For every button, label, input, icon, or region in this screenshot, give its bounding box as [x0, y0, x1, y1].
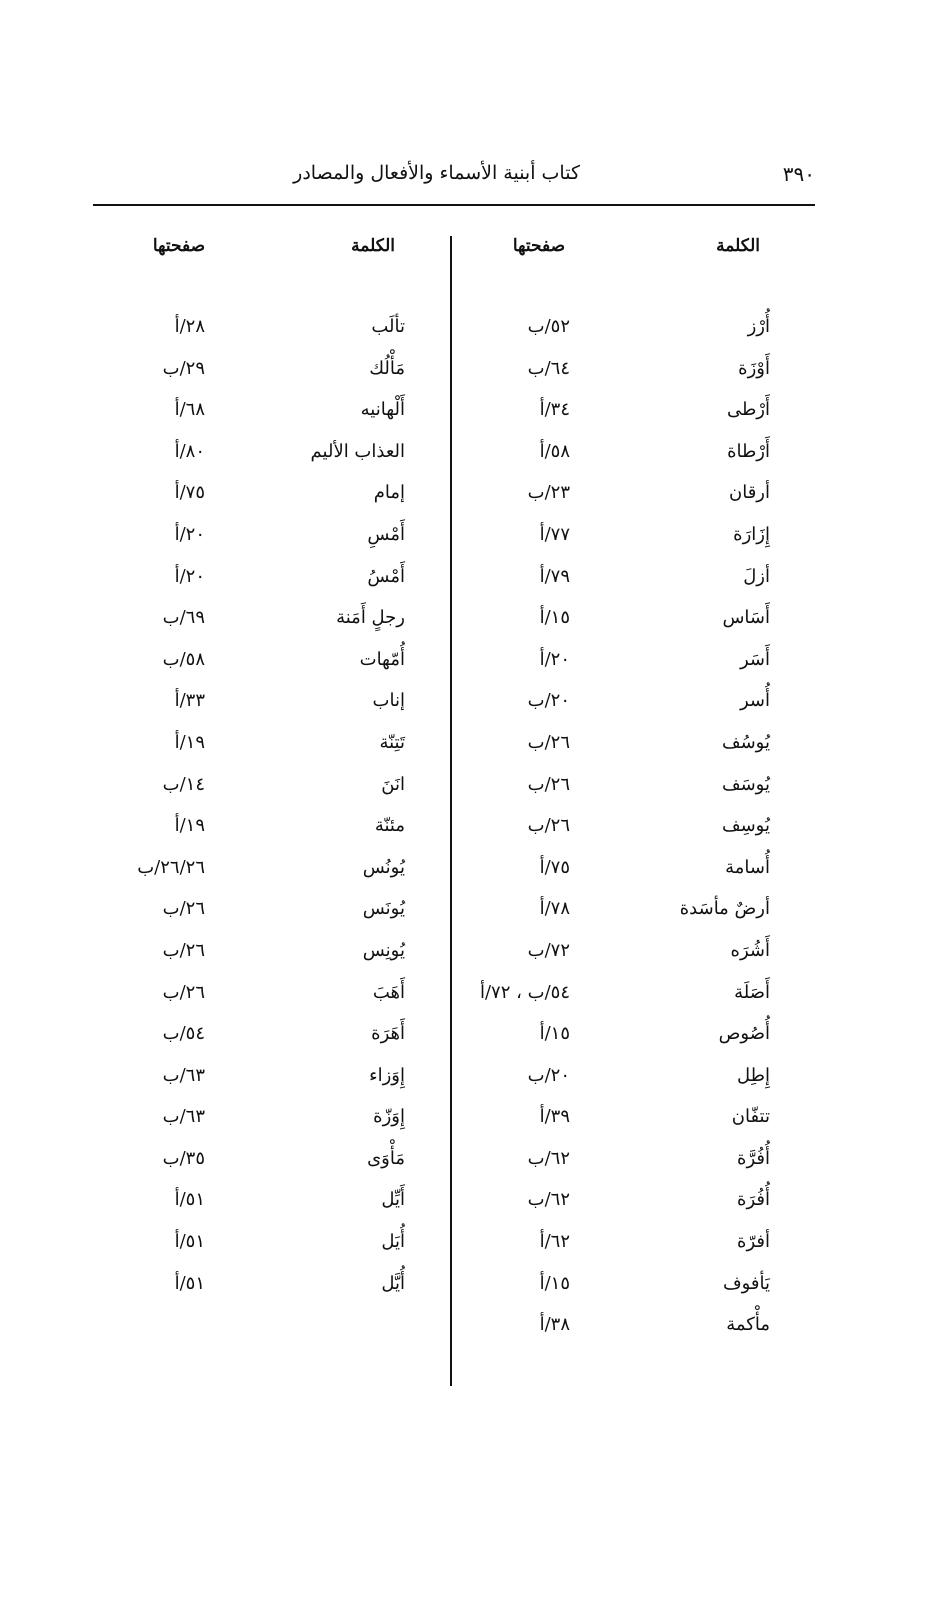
entry-word: إِطِل: [737, 1064, 770, 1086]
index-entry: [455, 849, 800, 891]
entry-word: تألَب: [371, 316, 405, 337]
entry-page-ref: ١٤/ب: [162, 773, 205, 795]
index-entry: [455, 599, 800, 641]
entry-word: مَأْوَى: [367, 1147, 405, 1169]
entry-word: يُوسَف: [721, 773, 770, 795]
index-entry: [455, 890, 800, 932]
word-heading: الكلمة: [351, 236, 395, 256]
index-entry: [100, 474, 445, 516]
index-entry: [455, 1015, 800, 1057]
entry-word: أرقان: [728, 482, 770, 504]
entry-word: أُيَل: [381, 1231, 405, 1253]
index-entry: [455, 724, 800, 766]
entry-page-ref: ٥٤/ب ، ٧٢/أ: [479, 981, 570, 1003]
header-rule: [93, 204, 815, 206]
entry-page-ref: ٢٣/ب: [527, 482, 570, 504]
entry-page-ref: ١٥/أ: [539, 1023, 570, 1045]
entry-word: أَمْسِ: [367, 523, 405, 545]
column-headings: [455, 236, 800, 276]
entry-word: إناب: [372, 690, 405, 712]
entry-word: إمام: [373, 482, 405, 504]
entry-page-ref: ٧٥/أ: [174, 482, 205, 504]
entry-word: أُرْز: [747, 316, 770, 337]
entry-word: أَلْهانيه: [360, 399, 405, 421]
entry-page-ref: ٢٠/أ: [539, 648, 570, 670]
index-entry: [100, 932, 445, 974]
entry-page-ref: ٢٦/ب: [527, 815, 570, 837]
index-entry: [455, 932, 800, 974]
index-entry: [100, 849, 445, 891]
entry-word: أزلَ: [743, 565, 770, 587]
index-entry: [455, 807, 800, 849]
entry-word: أُيَّل: [381, 1272, 405, 1294]
index-entry: [455, 1265, 800, 1307]
index-entry: [100, 516, 445, 558]
index-entry: [100, 724, 445, 766]
index-entry: [100, 1223, 445, 1265]
entry-page-ref: ٢٠/ب: [527, 690, 570, 712]
entry-word: أَيِّل: [381, 1189, 405, 1211]
index-entry: [100, 1265, 445, 1307]
index-block-right: [455, 236, 800, 1348]
entry-word: تَتِنّة: [379, 731, 405, 753]
entry-word: أُفُرَّة: [737, 1147, 770, 1169]
entry-word: أَشُرَه: [730, 939, 770, 961]
index-entry: [100, 350, 445, 392]
index-entry: [455, 682, 800, 724]
entry-page-ref: ٥٢/ب: [527, 316, 570, 337]
index-entry: [455, 516, 800, 558]
entry-word: أَمْسُ: [367, 565, 405, 587]
entry-page-ref: ٥١/أ: [174, 1231, 205, 1253]
index-rows: [100, 308, 445, 1306]
entry-page-ref: ٧٩/أ: [539, 565, 570, 587]
entry-page-ref: ١٥/أ: [539, 1272, 570, 1294]
index-entry: [100, 1140, 445, 1182]
entry-page-ref: ٦٣/ب: [162, 1064, 205, 1086]
entry-word: مأْكمة: [726, 1314, 770, 1336]
entry-page-ref: ٣٩/أ: [539, 1106, 570, 1128]
index-entry: [455, 974, 800, 1016]
index-entry: [100, 807, 445, 849]
entry-word: إِزَارَة: [733, 523, 770, 545]
entry-word: العذاب الأليم: [310, 440, 405, 462]
index-entry: [455, 766, 800, 808]
entry-word: يُونُس: [362, 856, 405, 878]
entry-page-ref: ٥٤/ب: [162, 1023, 205, 1045]
entry-page-ref: ٣٨/أ: [539, 1314, 570, 1336]
index-entry: [455, 1098, 800, 1140]
entry-page-ref: ٧٧/أ: [539, 523, 570, 545]
column-divider: [450, 236, 452, 1386]
entry-page-ref: ٢٨/أ: [174, 316, 205, 337]
entry-word: أَسَاس: [722, 607, 770, 629]
entry-page-ref: ٧٨/أ: [539, 898, 570, 920]
entry-word: تتفّان: [731, 1106, 770, 1128]
running-title: كتاب أبنية الأسماء والأفعال والمصادر: [293, 162, 580, 184]
entry-page-ref: ٢٦/ب: [162, 981, 205, 1003]
entry-word: يَأفوف: [722, 1272, 770, 1294]
entry-page-ref: ٥١/أ: [174, 1272, 205, 1294]
entry-page-ref: ٢٦/ب: [162, 898, 205, 920]
index-entry: [455, 433, 800, 475]
entry-page-ref: ٣٥/ب: [162, 1147, 205, 1169]
entry-page-ref: ٢٦/ب: [527, 731, 570, 753]
entry-page-ref: ٦٢/أ: [539, 1231, 570, 1253]
index-entry: [100, 682, 445, 724]
index-entry: [100, 890, 445, 932]
index-entry: [100, 1015, 445, 1057]
entry-page-ref: ٢٠/أ: [174, 565, 205, 587]
entry-word: أُفُرَة: [737, 1189, 770, 1211]
word-heading: الكلمة: [716, 236, 760, 256]
entry-word: يُوسُف: [721, 731, 770, 753]
entry-word: انَنَ: [381, 773, 405, 795]
entry-page-ref: ٧٢/ب: [527, 939, 570, 961]
index-entry: [455, 391, 800, 433]
entry-page-ref: ٢٠/أ: [174, 523, 205, 545]
entry-page-ref: ٢٩/ب: [162, 357, 205, 379]
entry-page-ref: ٥٨/ب: [162, 648, 205, 670]
entry-page-ref: ٥٨/أ: [539, 440, 570, 462]
entry-page-ref: ٣٣/أ: [174, 690, 205, 712]
entry-word: أَهَبَ: [372, 981, 405, 1003]
entry-page-ref: ٣٤/أ: [539, 399, 570, 421]
entry-page-ref: ٢٠/ب: [527, 1064, 570, 1086]
entry-word: أَصَلَة: [734, 981, 770, 1003]
entry-page-ref: ٢٦/ب: [527, 773, 570, 795]
entry-word: أُمّهات: [359, 648, 405, 670]
entry-word: أرضٌ مأسَدة: [679, 898, 770, 920]
entry-page-ref: ٢٦/ب: [162, 939, 205, 961]
entry-page-ref: ٦٤/ب: [527, 357, 570, 379]
entry-page-ref: ٦٩/ب: [162, 607, 205, 629]
index-entry: [455, 308, 800, 350]
entry-word: يُوسِف: [721, 815, 770, 837]
entry-word: إِوَزّة: [373, 1106, 405, 1128]
entry-page-ref: ٦٢/ب: [527, 1147, 570, 1169]
entry-word: مَأْلُك: [369, 357, 405, 379]
index-rows: [455, 308, 800, 1348]
index-entry: [455, 474, 800, 516]
index-entry: [455, 1306, 800, 1348]
entry-page-ref: ٨٠/أ: [174, 440, 205, 462]
index-entry: [455, 1057, 800, 1099]
page-header: [93, 162, 815, 190]
index-entry: [100, 974, 445, 1016]
entry-word: أَوْزَة: [738, 357, 770, 379]
entry-page-ref: ٦٨/أ: [174, 399, 205, 421]
entry-word: يُونَس: [362, 898, 405, 920]
entry-page-ref: ١٥/أ: [539, 607, 570, 629]
index-block-left: [100, 236, 445, 1306]
page-heading: صفحتها: [152, 236, 205, 256]
entry-page-ref: ١٩/أ: [174, 731, 205, 753]
page-heading: صفحتها: [512, 236, 565, 256]
entry-page-ref: ٦٢/ب: [527, 1189, 570, 1211]
index-entry: [100, 308, 445, 350]
entry-page-ref: ١٩/أ: [174, 815, 205, 837]
entry-word: أُسر: [739, 690, 770, 712]
index-entry: [100, 1057, 445, 1099]
entry-page-ref: ٧٥/أ: [539, 856, 570, 878]
index-entry: [455, 641, 800, 683]
entry-word: أفرّة: [737, 1231, 770, 1253]
entry-page-ref: ٦٣/ب: [162, 1106, 205, 1128]
entry-page-ref: ٥١/أ: [174, 1189, 205, 1211]
entry-word: رجلٍ أَمَنة: [336, 607, 405, 629]
entry-word: أَرْطاة: [727, 440, 770, 462]
entry-word: أَسَر: [739, 648, 770, 670]
entry-word: إِوَزاء: [369, 1064, 405, 1086]
entry-word: أَرْطى: [726, 399, 770, 421]
index-entry: [100, 433, 445, 475]
index-entry: [100, 1181, 445, 1223]
column-headings: [100, 236, 445, 276]
index-entry: [100, 1098, 445, 1140]
index-entry: [455, 1181, 800, 1223]
entry-word: مئنّة: [374, 815, 405, 837]
page-number: ٣٩٠: [782, 162, 815, 186]
entry-word: أَهَرَة: [371, 1023, 405, 1045]
index-entry: [455, 558, 800, 600]
index-entry: [455, 1223, 800, 1265]
index-entry: [100, 558, 445, 600]
index-entry: [455, 1140, 800, 1182]
index-entry: [100, 599, 445, 641]
entry-word: أُصُوص: [718, 1023, 770, 1045]
index-entry: [100, 391, 445, 433]
index-entry: [100, 766, 445, 808]
entry-page-ref: ٢٦/٢٦/ب: [137, 856, 205, 878]
index-entry: [100, 641, 445, 683]
entry-word: أُسامة: [725, 856, 770, 878]
entry-word: يُونِس: [362, 939, 405, 961]
index-entry: [455, 350, 800, 392]
